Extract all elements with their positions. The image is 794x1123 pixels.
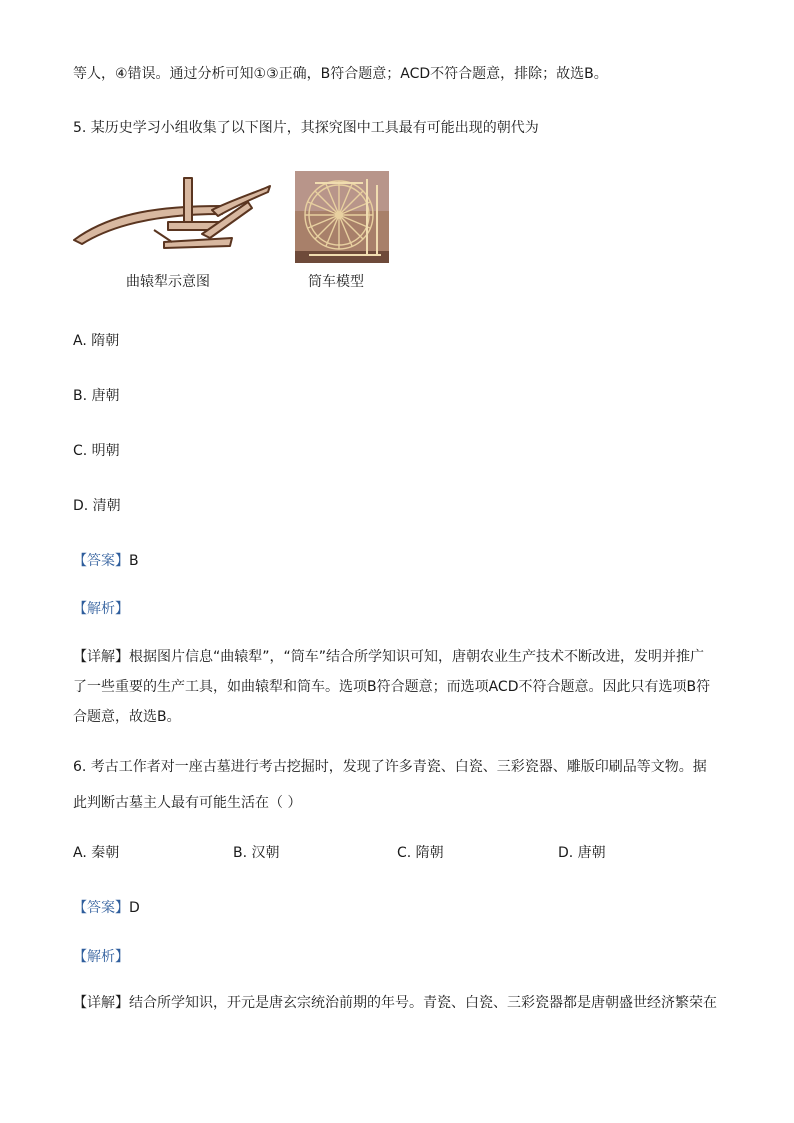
q5-detail-line-3: 合题意，故选B。 — [73, 709, 181, 725]
question-6-stem-line-1: 6. 考古工作者对一座古墓进行考古挖掘时，发现了许多青瓷、白瓷、三彩瓷器、雕版印刷品等文物。据 — [73, 759, 707, 775]
q6-detail-line-1 — [73, 993, 717, 1013]
question-6-stem-line-2: 此判断古墓主人最有可能生活在（ ） — [73, 795, 302, 811]
q6-answer — [73, 898, 140, 918]
answer-value: D — [129, 900, 140, 916]
curved-plow-illustration — [72, 172, 272, 254]
q5-option-b: B. 唐朝 — [73, 388, 120, 404]
q5-detail-line-1 — [73, 647, 704, 667]
q5-option-c: C. 明朝 — [73, 443, 120, 459]
question-5-stem: 5. 某历史学习小组收集了以下图片，其探究图中工具最有可能出现的朝代为 — [73, 120, 539, 136]
q6-option-b: B. 汉朝 — [233, 845, 280, 861]
previous-answer-tail: 等人，④错误。通过分析可知①③正确，B符合题意；ACD不符合题意，排除；故选B。 — [73, 66, 608, 82]
q5-analysis-tag: 【解析】 — [73, 601, 129, 617]
detail-text: 根据图片信息“曲辕犁”，“筒车”结合所学知识可知，唐朝农业生产技术不断改进，发明并推广 — [129, 649, 705, 665]
q6-option-d: D. 唐朝 — [558, 845, 606, 861]
q5-option-a: A. 隋朝 — [73, 333, 120, 349]
q5-option-d: D. 清朝 — [73, 498, 121, 514]
q6-option-c: C. 隋朝 — [397, 845, 444, 861]
detail-tag: 【详解】 — [73, 995, 129, 1011]
figure-2-caption: 筒车模型 — [308, 274, 364, 290]
detail-tag: 【详解】 — [73, 649, 129, 665]
q5-detail-line-2: 了一些重要的生产工具，如曲辕犁和筒车。选项B符合题意；而选项ACD不符合题意。因此只有选项B符 — [73, 679, 711, 695]
answer-tag: 【答案】 — [73, 900, 129, 916]
waterwheel-model-photo — [295, 171, 389, 263]
answer-value: B — [129, 553, 139, 569]
q6-analysis-tag: 【解析】 — [73, 949, 129, 965]
figure-1-caption: 曲辕犁示意图 — [126, 274, 210, 290]
q6-option-a: A. 秦朝 — [73, 845, 120, 861]
answer-tag: 【答案】 — [73, 553, 129, 569]
q5-answer — [73, 551, 139, 571]
detail-text: 结合所学知识，开元是唐玄宗统治前期的年号。青瓷、白瓷、三彩瓷器都是唐朝盛世经济繁荣在 — [129, 995, 717, 1011]
